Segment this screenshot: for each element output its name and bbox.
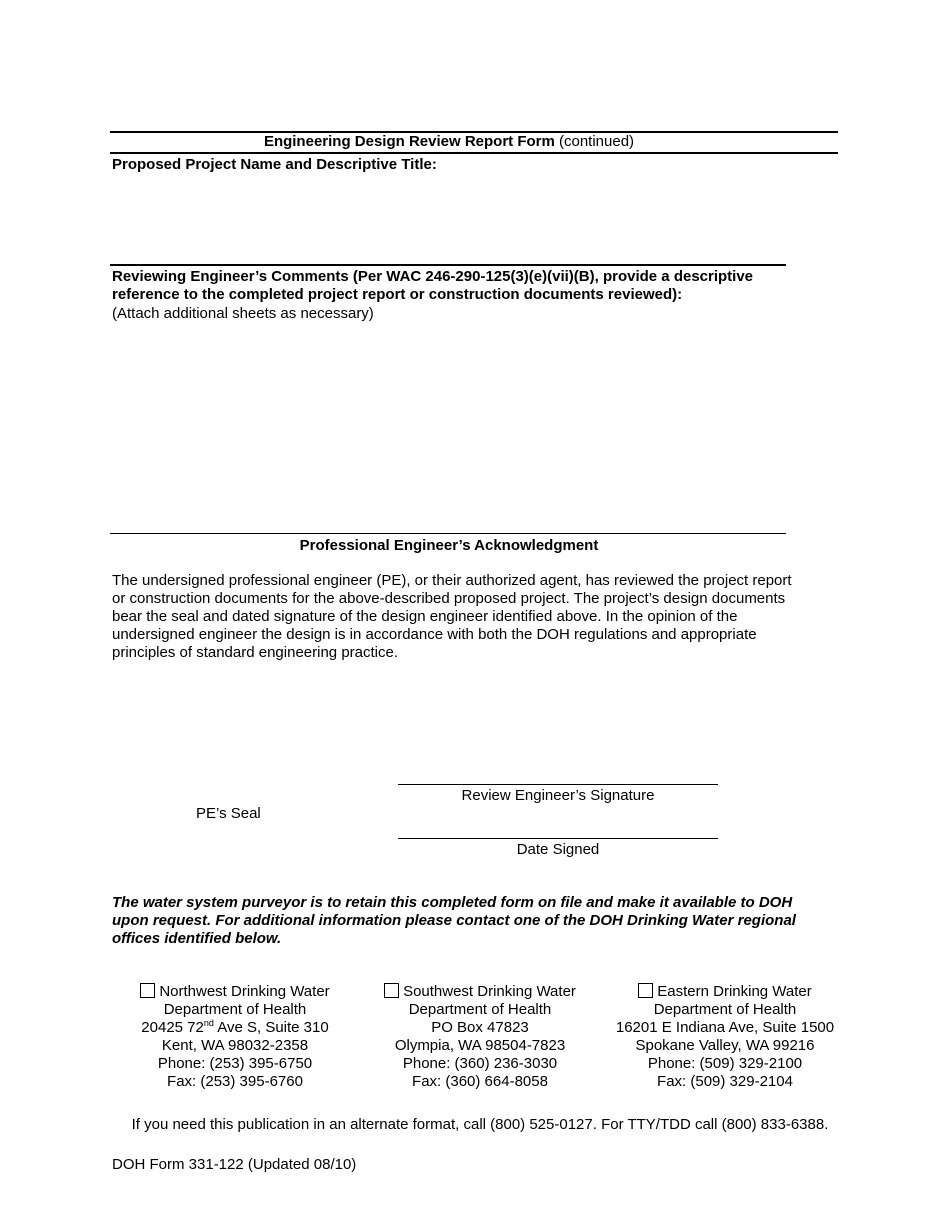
office-dept: Department of Health (408, 1001, 552, 1018)
pe-seal-label: PE’s Seal (196, 805, 261, 822)
office-eastern-checkbox[interactable] (638, 983, 653, 998)
reviewer-comments-note: (Attach additional sheets as necessary) (112, 305, 374, 322)
header-bottom-rule (110, 152, 838, 154)
retention-notice: The water system purveyor is to retain this completed form on file and make it available to DOH upon request. For additional information please contact one of the DOH Drinking Water regional offices identified below. (112, 894, 796, 947)
reviewer-comments-label: Reviewing Engineer’s Comments (Per WAC 246-290-125(3)(e)(vii)(B), provide a descriptive reference to the completed project report or construction documents reviewed): (112, 268, 754, 303)
office-city: Kent, WA 98032-2358 (161, 1037, 309, 1054)
office-city: Spokane Valley, WA 99216 (635, 1037, 815, 1054)
office-name: Eastern Drinking Water (657, 983, 812, 1000)
office-name: Southwest Drinking Water (403, 983, 576, 1000)
office-dept: Department of Health (653, 1001, 797, 1018)
signature-label: Review Engineer’s Signature (461, 787, 655, 804)
office-fax: Fax: (253) 395-6760 (167, 1073, 303, 1090)
date-signed-label: Date Signed (516, 841, 600, 858)
date-signed-line[interactable] (398, 838, 718, 839)
project-title-field[interactable] (110, 178, 786, 262)
office-fax: Fax: (360) 664-8058 (412, 1073, 548, 1090)
office-fax: Fax: (509) 329-2104 (657, 1073, 793, 1090)
review-top-rule (110, 264, 786, 266)
office-phone: Phone: (509) 329-2100 (647, 1055, 803, 1072)
office-southwest-checkbox[interactable] (384, 983, 399, 998)
office-city: Olympia, WA 98504-7823 (394, 1037, 566, 1054)
office-southwest (355, 983, 605, 1091)
page-title-suffix: (continued) (559, 133, 635, 150)
office-address: 16201 E Indiana Ave, Suite 1500 (615, 1019, 835, 1036)
office-northwest-checkbox[interactable] (140, 983, 155, 998)
form-number: DOH Form 331-122 (Updated 08/10) (112, 1156, 357, 1173)
acknowledgment-title: Professional Engineer’s Acknowledgment (299, 537, 599, 554)
office-phone: Phone: (360) 236-3030 (402, 1055, 558, 1072)
office-address: 20425 72nd Ave S, Suite 310 (141, 1018, 329, 1036)
page-title (110, 133, 788, 150)
alternate-format-notice: If you need this publication in an alternate format, call (800) 525-0127. For TTY/TDD call (800) 833-6388. (131, 1116, 829, 1133)
project-title-label: Proposed Project Name and Descriptive Title: (112, 156, 437, 173)
signature-line[interactable] (398, 784, 718, 785)
reviewer-comments-field[interactable] (110, 326, 786, 530)
office-dept: Department of Health (163, 1001, 307, 1018)
acknowledgment-rule (110, 533, 786, 534)
acknowledgment-body: The undersigned professional engineer (PE), or their authorized agent, has reviewed the project report or construction documents for the above-described proposed project. The project’s design documents bear the seal and dated signature of the design engineer identified above. In the opinion of the undersigned engineer the design is in accordance with both the DOH regulations and appropriate principles of standard engineering practice. (112, 572, 792, 661)
office-eastern (600, 983, 850, 1091)
office-name: Northwest Drinking Water (159, 983, 330, 1000)
office-phone: Phone: (253) 395-6750 (157, 1055, 313, 1072)
office-northwest (110, 983, 360, 1091)
page-title-main: Engineering Design Review Report Form (263, 133, 555, 150)
office-address: PO Box 47823 (431, 1019, 529, 1036)
